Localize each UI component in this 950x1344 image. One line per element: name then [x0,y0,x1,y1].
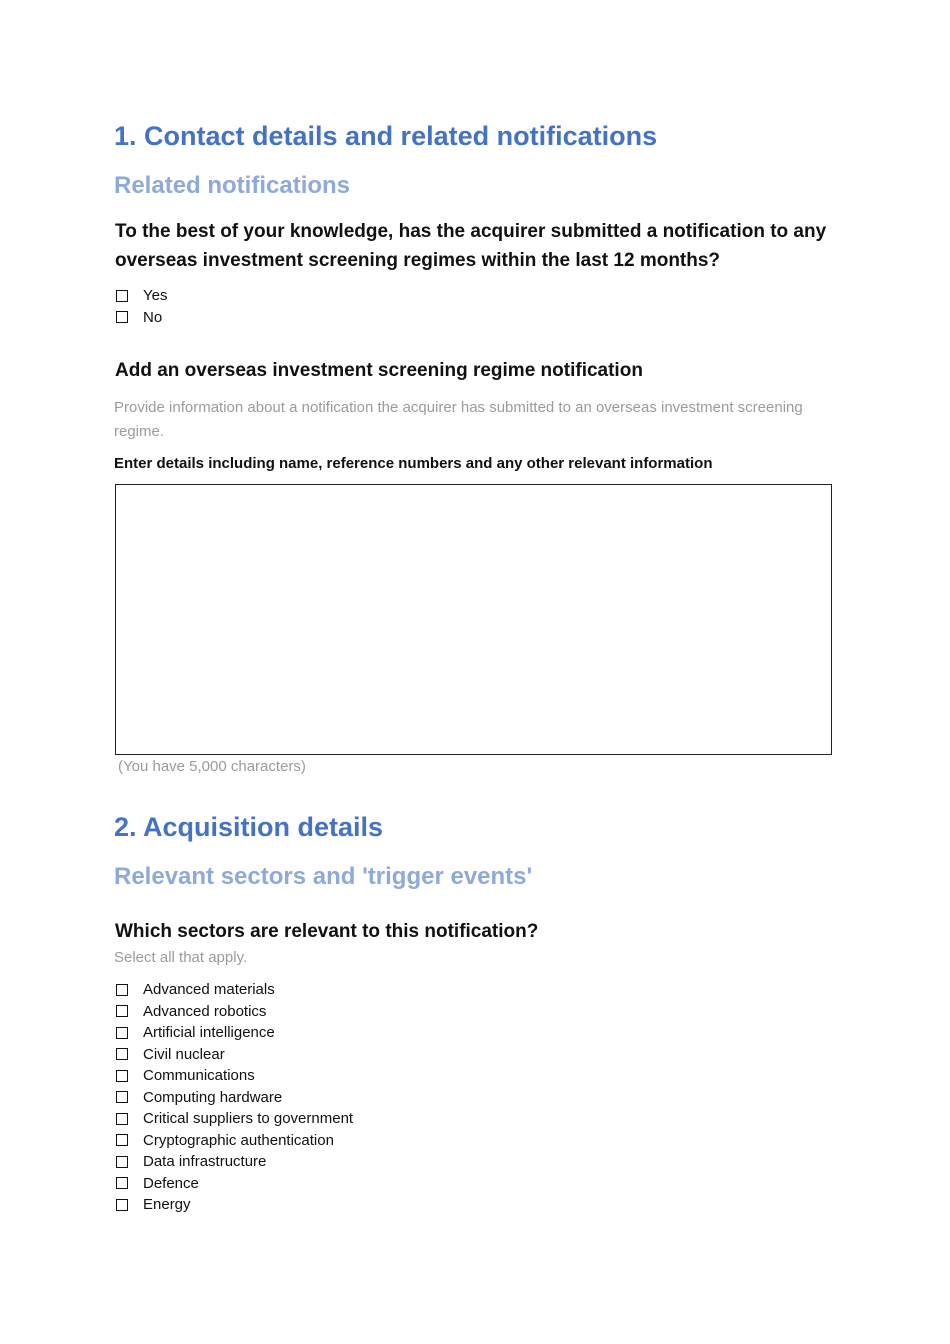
sector-checkbox[interactable] [116,1113,128,1125]
sector-label: Computing hardware [143,1088,283,1106]
sector-options [116,979,353,1216]
section-2-title: 2. Acquisition details [114,812,384,842]
sector-checkbox[interactable] [116,1027,128,1039]
sector-option[interactable] [116,1130,353,1152]
sector-checkbox[interactable] [116,1048,128,1060]
details-field-label: Enter details including name, reference numbers and any other relevant information [114,455,713,472]
sector-option[interactable] [116,1087,353,1109]
sector-option[interactable] [116,1001,353,1023]
relevant-sectors-subtitle: Relevant sectors and 'trigger events' [114,863,533,890]
option-label: Yes [143,287,168,305]
sector-checkbox[interactable] [116,1199,128,1211]
sector-option[interactable] [116,1044,353,1066]
sector-checkbox[interactable] [116,1156,128,1168]
section-1-title: 1. Contact details and related notifications [114,121,658,151]
sector-checkbox[interactable] [116,1177,128,1189]
related-notifications-subtitle: Related notifications [114,172,351,199]
sector-checkbox[interactable] [116,1134,128,1146]
sector-label: Advanced materials [143,981,275,999]
sector-option[interactable] [116,1194,353,1216]
sector-option[interactable] [116,1173,353,1195]
sector-option[interactable] [116,1065,353,1087]
sector-checkbox[interactable] [116,1005,128,1017]
details-textarea[interactable] [115,484,832,755]
option-no[interactable] [116,307,167,329]
sector-label: Cryptographic authentication [143,1131,334,1149]
sector-option[interactable] [116,1151,353,1173]
sector-checkbox[interactable] [116,1091,128,1103]
sector-label: Defence [143,1174,199,1192]
add-overseas-heading: Add an overseas investment screening regime notification [115,360,643,381]
option-yes[interactable] [116,285,167,307]
sector-checkbox[interactable] [116,984,128,996]
option-label: No [143,308,163,326]
character-counter: (You have 5,000 characters) [118,758,306,775]
sector-label: Artificial intelligence [143,1024,275,1042]
sector-label: Critical suppliers to government [143,1110,354,1128]
sector-option[interactable] [116,1022,353,1044]
overseas-notification-question: To the best of your knowledge, has the acquirer submitted a notification to any overseas investment screening regimes within the last 12 months? [115,221,827,271]
sector-label: Data infrastructure [143,1153,267,1171]
no-checkbox[interactable] [116,311,128,323]
overseas-help-text: Provide information about a notification the acquirer has submitted to an overseas investment screening regime. [114,399,803,440]
yes-checkbox[interactable] [116,290,128,302]
sector-label: Communications [143,1067,255,1085]
sector-option[interactable] [116,979,353,1001]
sector-label: Civil nuclear [143,1045,225,1063]
yes-no-options [116,285,167,328]
sector-label: Advanced robotics [143,1002,267,1020]
sector-checkbox[interactable] [116,1070,128,1082]
sectors-help-text: Select all that apply. [114,949,248,966]
sector-option[interactable] [116,1108,353,1130]
sector-label: Energy [143,1196,191,1214]
sectors-question: Which sectors are relevant to this notification? [115,921,539,942]
